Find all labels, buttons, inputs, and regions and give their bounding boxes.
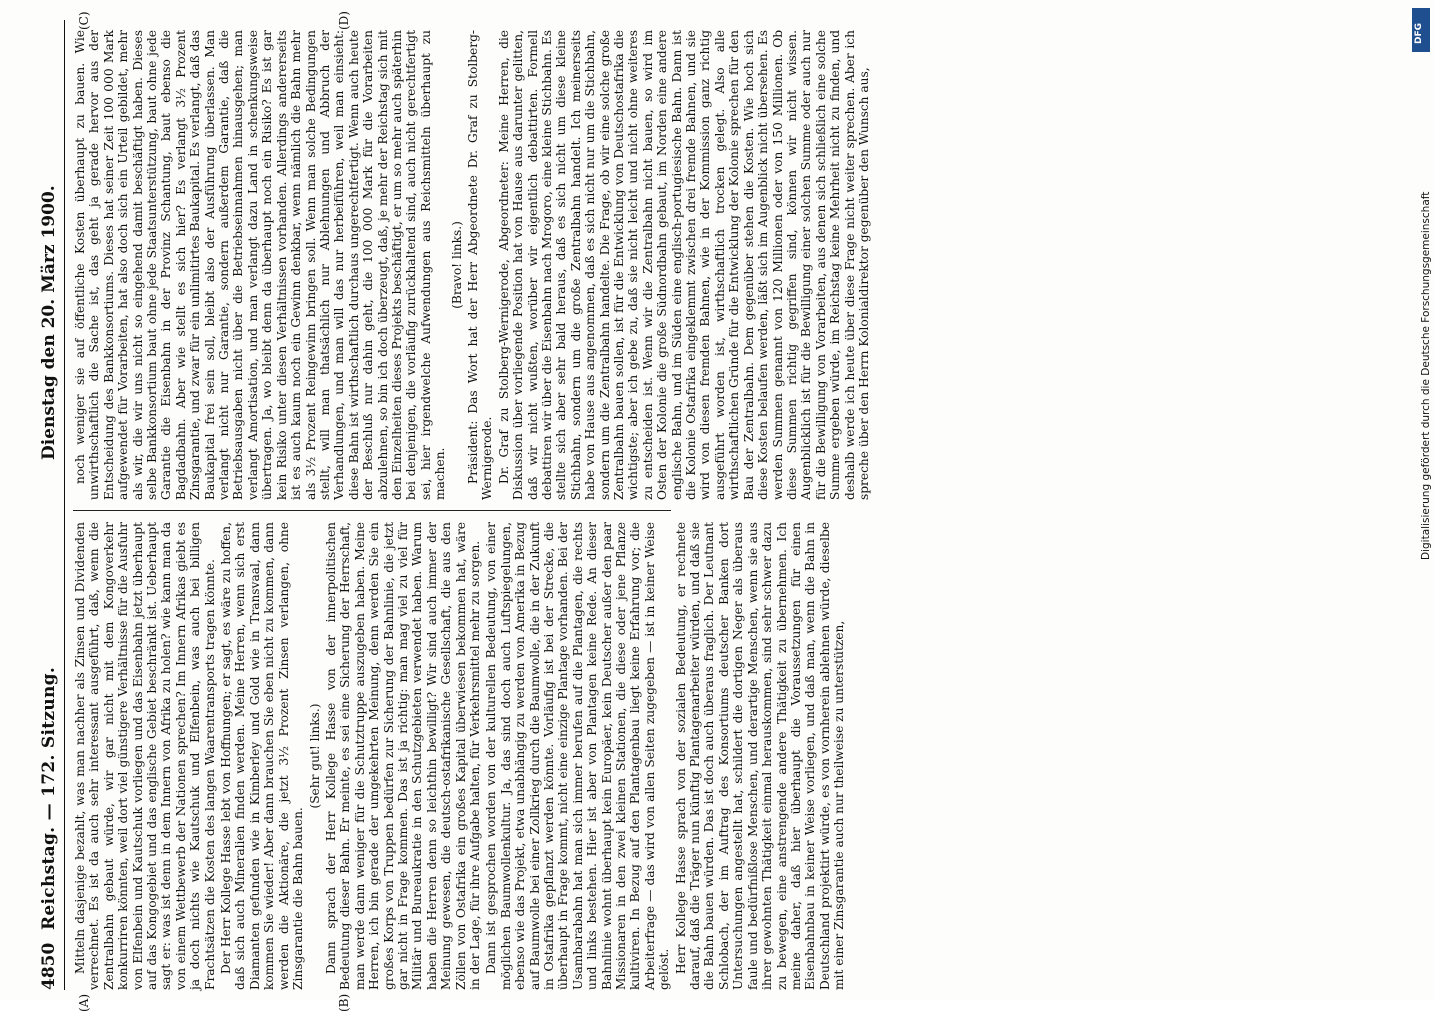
dfg-logo xyxy=(1412,8,1430,52)
paragraph: Dann sprach der Herr Kollege Hasse von der innerpolitischen Bedeutung dieser Bahn. Er meinte, es sei eine Sicherung der Herrschaft, man werde dann weniger für die Schutztruppe auszugeben haben. Meine Herren, ich bin gerade der umgekehrten Meinung, denn werden Sie ein großes Korps von Truppen bedürfen zur Sicherung der Bahnlinie, die jetzt gar nicht in Frage kommen. Das ist ja richtig: man mag viel zu viel für Militär und Bureaukratie in den Schutzgebieten verwendet haben. Warum haben die Herren denn so leichthin bewilligt? Wir sind auch immer der Meinung gewesen, die deutsch-ostafrikanische Gesellschaft, die aus den Zöllen von Ostafrika ein großes Kapital überwiesen bekommen hat, wäre in der Lage, für ihre Aufgabe halten, für Verkehrsmittel mehr zu sorgen. xyxy=(323,522,482,990)
paragraph: Dr. Graf zu Stolberg-Wernigerode, Abgeordneter: Meine Herren, die Diskussion über vorliegende Position hat von Hause aus darunter gelitten, daß wir nicht wußten, worüber wir eigentlich debattirten. Formell debattiren wir über die Eisenbahn nach Mrogoro, eine kleine Stichbahn. Es stellte sich aber sehr bald heraus, daß es sich nicht um diese kleine Stichbahn, sondern um die große Zentralbahn handelt. Ich meinerseits habe von Hause aus angenommen, daß es sich nicht nur um die Stichbahn, sondern um die Zentralbahn handelte. Die Frage, ob wir eine solche große Zentralbahn bauen sollen, ist für die Entwicklung von Deutschostafrika die wichtigste; aber ich gebe zu, daß sie nicht leicht und nicht ohne weiteres zu entscheiden ist. Wenn wir die Zentralbahn nicht bauen, so wird im Osten der Kolonie die große Südnordbahn gebaut, im Norden eine andere englische Bahn, und im Süden eine englisch-portugiesische Bahn. Dann ist die Kolonie Ostafrika eingeklemmt zwischen drei fremde Bahnen, und sie wird von diesen fremden Bahnen, wie in der Kommission ganz richtig ausgeführt worden ist, wirthschaftlich trocken gelegt. Also alle wirthschaftlichen Gründe für die Entwicklung der Kolonie sprechen für den Bau der Zentralbahn. Dem gegenüber stehen die Kosten. Wie hoch sich diese Kosten belaufen werden, läßt sich im Augenblick nicht übersehen. Es werden Summen genannt von 120 Millionen oder von 150 Millionen. Ob diese Summen richtig gegriffen sind, können wir nicht wissen. Augenblicklich ist für die Bewilligung einer solchen Summe oder auch nur für die Bewilligung von Vorarbeiten, aus denen sich schließlich eine solche Summe ergeben würde, im Reichstag keine Mehrheit nicht zu finden, und deshalb werde ich heute über diese Frage nicht weiter sprechen. Aber ich spreche über den Herrn Kolonialdirektor gegenüber den Wunsch aus, xyxy=(496,30,871,500)
paragraph: Herr Kollege Hasse sprach von der sozialen Bedeutung, er rechnete darauf, daß die Träger nun künftig Plantagenarbeiter würden, und daß sie die Bahn bauen würden. Das ist doch auch überaus fraglich. Der Leutnant Schlobach, der im Auftrag des Konsortiums deutscher Banken dort Untersuchungen angestellt hat, schildert die dortigen Neger als überaus faule und bedürfnißlose Menschen, und derartige Menschen, wenn sie aus ihrer gewohnten Thätigkeit einmal herauskommen, sind sehr schwer dazu zu bewegen, eine anstrengende andere Thätigkeit zu übernehmen. Ich meine daher, daß hier überhaupt die Voraussetzungen für einen Eisenbahnbau in keiner Weise vorliegen, und daß man, wenn die Bahn in Deutschland projektirt würde, es von vornherein ablehnen würde, dieselbe mit einer Zinsgarantie auch nur theilweise zu unterstützen, xyxy=(673,522,847,990)
header-rule xyxy=(64,20,65,990)
margin-mark-b: (B) xyxy=(337,993,351,1012)
text-column-left xyxy=(73,522,847,990)
dfg-logo-text: DFG xyxy=(1414,22,1424,44)
margin-mark-a: (A) xyxy=(77,993,91,1012)
paragraph: Der Herr Kollege Hasse lebt von Hoffnungen; er sagt, es wäre zu hoffen, daß sich auch Mineralien finden werden. Meine Herren, wenn sich erst Diamanten gefunden wie in Kimberley und Gold wie in Transvaal, dann kommen Sie wieder! Aber dann brauchen Sie eben nicht zu kommen, dann werden die Aktionäre, die jetzt 3½ Prozent Zinsen verlangen, ohne Zinsgarantie die Bahn bauen. xyxy=(219,522,306,990)
paragraph: Dann ist gesprochen worden von der kulturellen Bedeutung, von einer möglichen Baumwollenkultur. Ja, das sind doch auch Luftspiegelungen, ebenso wie das Projekt, etwa unabhängig zu werden von Amerika in Bezug auf Baumwolle bei einer Zollkrieg durch die Baumwolle, die in der Zukunft in Ostafrika gepflanzt werden könnte. Vorläufig ist bei der Strecke, die überhaupt in Frage kommt, nicht eine einzige Plantage vorhanden. Bei der Usambarabahn hat man sich immer berufen auf die Plantagen, die rechts und links bestehen. Hier ist aber von Plantagen keine Rede. An dieser Bahnlinie wohnt überhaupt kein Europäer, kein Deutscher außer den paar Missionaren in den zwei kleinen Stationen, die diese oder jene Pflanze kultiviren. In Bezug auf den Plantagenbau liegt keine Erfahrung vor; die Arbeiterfrage — das wird von allen Seiten zugegeben — ist in keiner Weise gelöst. xyxy=(484,522,672,990)
page-number: 4850 xyxy=(39,942,59,990)
session-title: Reichstag. — 172. Sitzung. xyxy=(39,666,59,930)
margin-mark-d: (D) xyxy=(337,11,351,30)
paragraph: Mitteln dasjenige bezahlt, was man nachher als Zinsen und Dividenden verrechnet. Es ist da auch sehr interessant ausgeführt, daß, wenn die Zentralbahn gebaut würde, wir gar nicht mit dem Kongoverkehr konkurriren könnten, weil dort viel günstigere Verhältnisse für die Ausfuhr von Elfenbein und Kautschuk vorliegen und das Eisenbahn jetzt überhaupt auf das Kongogebiet und das englische Gebiet beschränkt ist. Ueberhaupt sagt er: was ist denn in dem Innern von Afrika zu holen? wie kann man da von einem Wettbewerb der Nationen sprechen? Im Innern Afrikas giebt es ja doch nichts wie Kautschuk und Elfenbein, was auch bei billigen Frachtsätzen die Kosten des langen Waarentransports tragen könnte. xyxy=(73,522,217,990)
speaker-announcement: Präsident: Das Wort hat der Herr Abgeordnete Dr. Graf zu Stolberg-Wernigerode. xyxy=(465,30,495,500)
interjection: (Sehr gut! links.) xyxy=(307,703,322,809)
margin-mark-c: (C) xyxy=(77,11,91,30)
column-divider xyxy=(73,510,671,511)
session-date: Dienstag den 20. März 1900. xyxy=(39,185,59,460)
interjection: (Bravo! links.) xyxy=(449,221,464,309)
text-column-right xyxy=(73,30,871,500)
page-header xyxy=(37,20,65,990)
digitization-credit: Digitalisierung gefördert durch die Deutsche Forschungsgemeinschaft xyxy=(1420,191,1432,560)
paragraph: noch weniger sie auf öffentliche Kosten überhaupt zu bauen. Wie unwirthschaftlich die Sache ist, das geht ja gerade hervor aus der Entscheidung des Bankkonsortiums. Dieses hat seiner Zeit 100 000 Mark aufgewendet für Vorarbeiten, hat also doch sich ein Urteil gebildet, mehr als wir, die wir uns nicht so eingehend damit beschäftigt haben. Dieses selbe Bankkonsortium baut ohne jede Staatsunterstützung, baut ohne jede Garantie die Eisenbahn in der Provinz Schantung, baut ebenso die Bagdadbahn. Aber wie stellt es sich hier? Es verlangt 3½ Prozent Zinsgarantie, und zwar für ein unlimitirtes Baukapital. Es verlangt, daß das Baukapital frei sein soll, bleibt also der Ausführung überlassen. Man verlangt nicht nur Garantie, sondern außerdem Garantie, daß die Betriebsausgaben nicht über die Betriebseinnahmen hinausgehen; man verlangt Amortisation, und man verlangt dazu Land in schenkungsweise übertragen. Ja, wo bleibt denn da überhaupt noch ein Risiko? Es ist gar kein Risiko unter diesen Verhältnissen vorhanden. Allerdings andererseits ist es auch kaum noch ein Gewinn denkbar, wenn nämlich die Bahn mehr als 3½ Prozent Reingewinn bringen soll. Wenn man solche Bedingungen stellt, will man thatsächlich nur Ablehnungen und Abbruch der Verhandlungen, und man will das nur herbeiführen, weil man einsieht: diese Bahn ist wirthschaftlich durchaus ungerechtfertigt. Wenn auch heute der Beschluß nur dahin geht, die 100 000 Mark für die Vorarbeiten abzulehnen, so bin ich doch überzeugt, daß, je mehr der Reichstag sich mit den Einzelheiten dieses Projekts beschäftigt, er um so mehr auch späterhin bei denjenigen, die vorläufig zurückhaltend sind, auch nicht gerechtfertigt sei, hier irgendwelche Aufwendungen aus Reichsmitteln überhaupt zu machen. xyxy=(73,30,448,500)
rotated-page-content xyxy=(37,11,871,1012)
